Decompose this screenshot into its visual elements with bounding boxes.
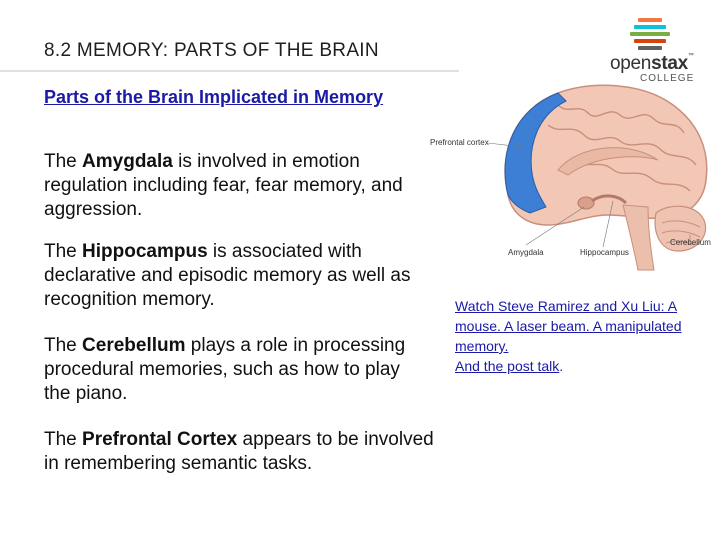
logo-bar — [630, 32, 670, 36]
watch-talk-link[interactable]: Watch Steve Ramirez and Xu Liu: A mouse. A laser beam. A manipulated memory. — [455, 298, 682, 354]
logo-bar — [634, 39, 666, 43]
paragraph-hippocampus: The Hippocampus is associated with declarative and episodic memory as well as recognition memory. — [44, 241, 411, 310]
logo-bars — [630, 18, 670, 53]
post-talk-link[interactable]: And the post talk — [455, 358, 560, 374]
logo-bar — [638, 18, 662, 22]
logo-wordmark: openstax™ — [610, 53, 694, 74]
paragraph-prefrontal-cortex: The Prefrontal Cortex appears to be involved in remembering semantic tasks. — [44, 429, 434, 474]
label-cerebellum: Cerebellum — [670, 238, 711, 247]
brain-diagram — [428, 75, 718, 275]
title-divider — [0, 70, 459, 72]
term-hippocampus: Hippocampus — [82, 241, 208, 262]
logo-bar — [634, 25, 666, 29]
label-prefrontal-cortex: Prefrontal cortex — [430, 138, 489, 147]
paragraph-cerebellum: The Cerebellum plays a role in processing procedural memories, such as how to play the piano. — [44, 335, 406, 404]
paragraph-amygdala: The Amygdala is involved in emotion regulation including fear, fear memory, and aggression. — [44, 151, 403, 220]
slide-title: 8.2 MEMORY: PARTS OF THE BRAIN — [44, 40, 379, 61]
label-amygdala: Amygdala — [508, 248, 544, 257]
section-subheading: Parts of the Brain Implicated in Memory — [44, 87, 384, 107]
logo-bar — [638, 46, 662, 50]
term-prefrontal-cortex: Prefrontal Cortex — [82, 429, 238, 450]
video-links: Watch Steve Ramirez and Xu Liu: A mouse. A laser beam. A manipulated memory. And the post talk. — [455, 298, 682, 374]
term-amygdala: Amygdala — [82, 151, 173, 172]
logo-subtitle: COLLEGE — [640, 73, 695, 84]
amygdala-region — [578, 197, 594, 209]
term-cerebellum: Cerebellum — [82, 335, 186, 356]
label-hippocampus: Hippocampus — [580, 248, 629, 257]
